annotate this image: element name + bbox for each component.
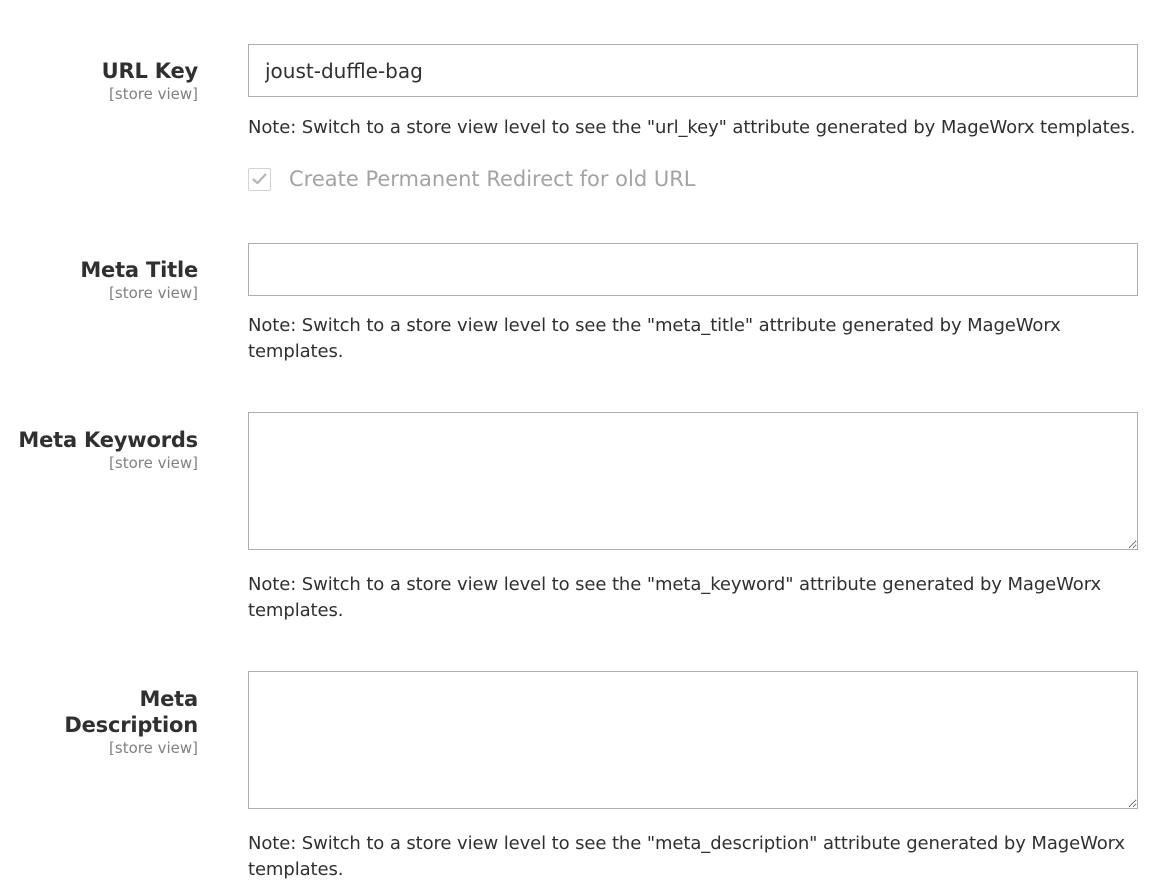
meta-title-label-group: [0, 257, 198, 303]
url-key-label-group: [0, 58, 198, 104]
url-key-label: URL Key: [101, 59, 198, 83]
redirect-checkbox-label: Create Permanent Redirect for old URL: [289, 167, 696, 191]
meta-keywords-textarea[interactable]: [248, 412, 1138, 550]
url-key-input[interactable]: [248, 44, 1138, 97]
meta-description-label-group: [0, 686, 198, 758]
meta-keywords-label-group: [0, 427, 198, 473]
meta-title-input[interactable]: [248, 243, 1138, 296]
meta-description-label: Meta Description: [64, 687, 198, 737]
meta-title-scope: [store view]: [109, 284, 198, 302]
redirect-checkbox-row[interactable]: [248, 164, 696, 194]
meta-description-textarea[interactable]: [248, 671, 1138, 809]
meta-title-label: Meta Title: [80, 258, 198, 282]
url-key-scope: [store view]: [109, 85, 198, 103]
meta-keywords-label: Meta Keywords: [18, 428, 198, 452]
meta-keywords-scope: [store view]: [109, 454, 198, 472]
meta-title-note: Note: Switch to a store view level to see the "meta_title" attribute generated by MageWorx templates.: [248, 315, 1061, 362]
url-key-note: Note: Switch to a store view level to see the "url_key" attribute generated by MageWorx templates.: [248, 117, 1136, 138]
meta-description-note: Note: Switch to a store view level to see the "meta_description" attribute generated by MageWorx templates.: [248, 833, 1125, 880]
checkmark-icon: [252, 173, 267, 185]
meta-keywords-note: Note: Switch to a store view level to see the "meta_keyword" attribute generated by MageWorx templates.: [248, 574, 1102, 621]
meta-description-scope: [store view]: [109, 739, 198, 757]
redirect-checkbox[interactable]: [248, 168, 271, 191]
